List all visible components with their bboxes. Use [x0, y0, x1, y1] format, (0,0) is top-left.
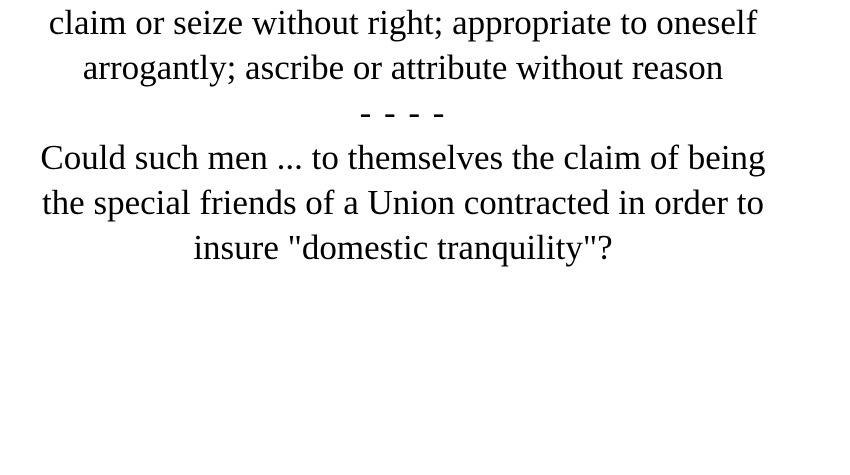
- separator: - - - -: [359, 93, 447, 132]
- card-content: [18, 0, 788, 270]
- definition-text: claim or seize without right; appropriate to oneself arrogantly; ascribe or attribute without reason: [48, 3, 758, 87]
- example-sentence: Could such men ... to themselves the claim of being the special friends of a Union contracted in order to insure "domestic tranquility"?: [40, 138, 766, 267]
